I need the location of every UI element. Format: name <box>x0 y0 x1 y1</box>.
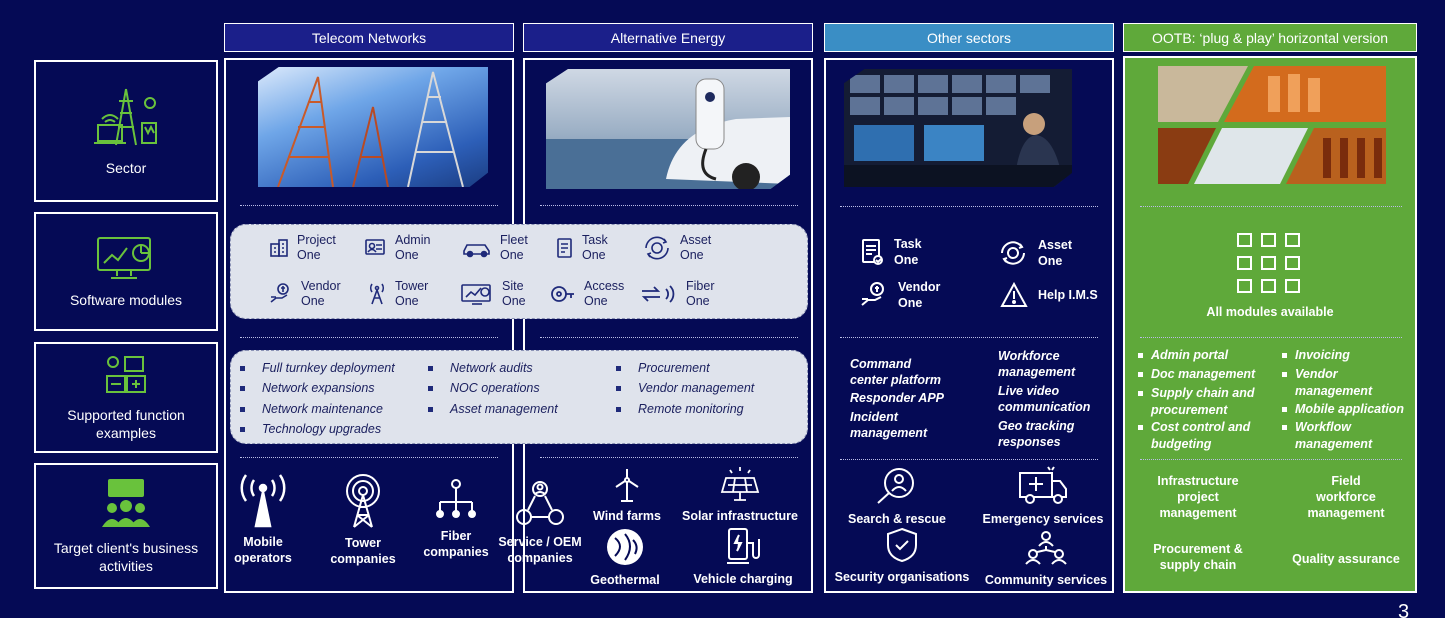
function-item: Full turnkey deployment <box>240 361 395 375</box>
row-label: activities <box>99 558 153 574</box>
row-software-modules <box>34 212 218 331</box>
header-alternative-energy <box>523 23 813 52</box>
activity-search-rescue: Search & rescue <box>840 467 954 527</box>
tower-broadcast-icon <box>342 473 384 529</box>
telecom-towers-image <box>258 67 488 187</box>
ootb-function: Doc management <box>1138 366 1255 383</box>
activity-fiber-companies: Fiber companies <box>416 478 496 560</box>
key-icon <box>550 284 576 304</box>
activity-service-oem-companies: Service / OEM companies <box>496 480 584 566</box>
other-function: Command center platform <box>850 357 941 387</box>
fiber-icon <box>640 284 678 304</box>
ootb-function: Admin portal <box>1138 347 1228 364</box>
other-function: Workforce management <box>998 349 1076 379</box>
dashboard-icon <box>95 235 157 281</box>
page-number: 3 <box>1398 601 1410 618</box>
module-fiber-one[interactable]: Fiber One <box>640 279 714 309</box>
activity-emergency-services: Emergency services <box>980 465 1106 527</box>
function-item: Network expansions <box>240 381 375 395</box>
shield-icon <box>886 527 918 563</box>
ootb-activity-infrastructure: Infrastructure project management <box>1157 474 1239 520</box>
activity-solar-infrastructure: Solar infrastructure <box>680 466 800 524</box>
people-network-icon <box>515 480 565 528</box>
activity-wind-farms: Wind farms <box>586 468 668 524</box>
row-label: Sector <box>105 160 147 176</box>
industry-collage-image <box>1158 66 1386 184</box>
modules-grid-icon <box>1236 232 1302 299</box>
row-target-activities <box>34 463 218 589</box>
module-project-one[interactable]: Project One <box>269 233 336 263</box>
geothermal-icon <box>605 528 645 566</box>
module-asset-one[interactable]: Asset One <box>642 233 711 263</box>
function-item: Network audits <box>428 361 533 375</box>
other-function: Responder APP <box>850 391 945 405</box>
function-item: Technology upgrades <box>240 422 381 436</box>
activity-community-services: Community services <box>984 530 1108 588</box>
row-label: Supported function <box>67 406 185 423</box>
solar-panel-icon <box>720 466 760 502</box>
wind-turbine-icon <box>612 468 642 502</box>
row-label: examples <box>96 424 156 441</box>
function-item: Network maintenance <box>240 402 383 416</box>
module-task-one[interactable]: Task One <box>556 233 608 263</box>
network-icon <box>434 478 478 522</box>
activity-geothermal: Geothermal <box>584 528 666 588</box>
module-admin-one[interactable]: Admin One <box>365 233 430 263</box>
other-function: Incident management <box>850 410 928 440</box>
control-room-image <box>844 69 1072 187</box>
functions-icon <box>103 354 149 396</box>
other-module-task-one[interactable]: Task One <box>860 236 922 268</box>
warning-icon <box>1000 282 1028 308</box>
ootb-activity-procurement: Procurement & supply chain <box>1153 542 1243 572</box>
header-telecom-networks <box>224 23 514 52</box>
ootb-function: Supply chain and procurement <box>1138 385 1255 419</box>
asset-icon <box>998 239 1028 267</box>
row-label: Target client's business <box>53 540 199 556</box>
module-tower-one[interactable]: Tower One <box>367 279 428 309</box>
ootb-function: Vendor management <box>1282 366 1372 400</box>
task-icon <box>860 238 884 266</box>
function-item: Vendor management <box>616 381 754 395</box>
activity-mobile-operators: Mobile operators <box>228 472 298 566</box>
function-item: Asset management <box>428 402 558 416</box>
asset-icon <box>642 236 672 260</box>
search-person-icon <box>875 467 919 505</box>
all-modules-label: All modules available <box>1206 305 1334 319</box>
function-item: Procurement <box>616 361 710 375</box>
task-icon <box>556 237 574 259</box>
header-other-sectors <box>824 23 1114 52</box>
header-label: OOTB: ‘plug & play’ horizontal version <box>1151 29 1389 46</box>
audience-icon <box>98 477 154 529</box>
header-label: Telecom Networks <box>311 29 427 46</box>
ev-charging-image <box>546 69 790 189</box>
ootb-function: Mobile application <box>1282 401 1404 418</box>
antenna-icon <box>234 472 292 528</box>
activity-tower-companies: Tower companies <box>324 473 402 567</box>
other-module-vendor-one[interactable]: Vendor One <box>860 279 940 311</box>
ambulance-icon <box>1018 465 1068 505</box>
header-label: Other sectors <box>926 29 1012 46</box>
sector-icon <box>90 85 162 149</box>
ootb-function: Workflow management <box>1282 419 1372 453</box>
module-vendor-one[interactable]: Vendor One <box>269 279 341 309</box>
other-function: Live video communication <box>998 384 1091 414</box>
module-site-one[interactable]: Site One <box>460 279 526 309</box>
other-module-help-ims[interactable]: Help I.M.S <box>1000 282 1098 308</box>
ootb-function: Cost control and budgeting <box>1138 419 1250 453</box>
row-supported-functions <box>34 342 218 453</box>
row-label: Software modules <box>69 291 183 308</box>
vendor-icon <box>269 282 293 306</box>
tower-icon <box>367 282 387 306</box>
charging-icon <box>725 527 761 565</box>
header-label: Alternative Energy <box>610 29 726 46</box>
admin-icon <box>365 238 387 258</box>
ootb-activity-quality-assurance: Quality assurance <box>1292 552 1400 566</box>
other-function: Geo tracking responses <box>998 419 1075 449</box>
ootb-function: Invoicing <box>1282 347 1350 364</box>
module-fleet-one[interactable]: Fleet One <box>462 233 528 263</box>
module-access-one[interactable]: Access One <box>550 279 624 309</box>
community-icon <box>1025 530 1067 566</box>
function-item: NOC operations <box>428 381 540 395</box>
other-module-asset-one[interactable]: Asset One <box>998 237 1072 269</box>
row-sector <box>34 60 218 202</box>
building-icon <box>269 238 289 258</box>
activity-vehicle-charging: Vehicle charging <box>688 527 798 587</box>
header-ootb <box>1123 23 1417 52</box>
car-icon <box>462 238 492 258</box>
site-icon <box>460 283 494 305</box>
activity-security-organisations: Security organisations <box>834 527 970 585</box>
function-item: Remote monitoring <box>616 402 744 416</box>
ootb-activity-field-workforce: Field workforce management <box>1307 474 1385 520</box>
vendor-icon <box>860 281 888 309</box>
